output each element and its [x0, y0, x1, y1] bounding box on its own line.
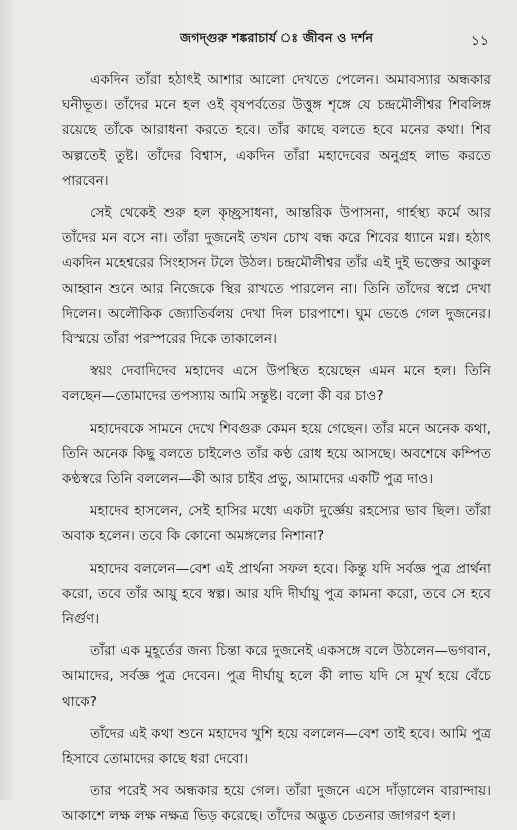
body-text — [62, 68, 491, 830]
page-header — [62, 30, 491, 52]
paragraph: তাঁরা এক মুহূর্তের জন্য চিন্তা করে দুজনেই একসঙ্গে বলে উঠলেন—ভগবান, আমাদের, সর্বজ্ঞ পুত্র দেবেন। পুত্র দীর্ঘায়ু হলে কী লাভ যদি সে মূর্খ হয়ে বেঁচে থাকে? — [62, 643, 491, 710]
running-title: জগদ্গুরু শঙ্করাচার্য ঃ জীবন ও দর্শন — [179, 30, 374, 45]
paragraph: একদিন তাঁরা হঠাৎই আশার আলো দেখতে পেলেন। অমাবস্যার অন্ধকার ঘনীভূত। তাঁদের মনে হল ওই বৃষপর্বতের উত্তুঙ্গ শৃঙ্গে যে চন্দ্রমৌলীশ্বর শিবলিঙ্গ রয়েছে তাঁকে আরাধনা করতে হবে। তাঁর কাছে বলতে হবে মনের কথা। শিব অল্পতেই তুষ্ট। তাঁদের বিশ্বাস, একদিন তাঁরা মহাদেবের অনুগ্রহ লাভ করতে পারবেন। — [62, 72, 491, 189]
paragraph: মহাদেব বললেন—বেশ এই প্রার্থনা সফল হবে। কিন্তু যদি সর্বজ্ঞ পুত্র প্রার্থনা করো, তবে তাঁর আয়ু হবে স্বল্প। আর যদি দীর্ঘায়ু পুত্র কামনা করো, তবে সে হবে নির্গুণ। — [62, 560, 491, 628]
paragraph: তার পরেই সব অন্ধকার হয়ে গেল। তাঁরা দুজনে এসে দাঁড়ালেন বারান্দায়। আকাশে লক্ষ লক্ষ নক্ষত্র ভিড় করেছে। তাঁদের অদ্ভুত চেতনার জাগরণ হল। — [62, 783, 491, 825]
paragraph: স্বয়ং দেবাদিদেব মহাদেব এসে উপস্থিত হয়েছেন এমন মনে হল। তিনি বলছেন—তোমাদের তপস্যায় আমি সন্তুষ্ট। বলো কী বর চাও? — [62, 363, 491, 405]
page-number: ১১ — [470, 33, 489, 49]
paragraph: তাঁদের এই কথা শুনে মহাদেব খুশি হয়ে বললেন—বেশ তাই হবে। আমি পুত্র হিসাবে তোমাদের কাছে ধরা দেবো। — [62, 725, 491, 768]
paragraph: মহাদেব হাসলেন, সেই হাসির মধ্যে একটা দুর্জ্ঞেয় রহস্যের ভাব ছিল। তাঁরা অবাক হলেন। তবে কি কোনো অমঙ্গলের নিশানা? — [62, 503, 491, 545]
paragraph: মহাদেবকে সামনে দেখে শিবগুরু কেমন হয়ে গেছেন। তাঁর মনে অনেক কথা, তিনি অনেক কিছু বলতে চাইলেও তাঁর কণ্ঠ রোধ হয়ে আসছে। অবশেষে কম্পিত কণ্ঠস্বরে তিনি বললেন—কী আর চাইব প্রভু, আমাদের একটি পুত্র দাও। — [62, 420, 491, 488]
paragraph: সেই থেকেই শুরু হল কৃচ্ছ্রসাধনা, আন্তরিক উপাসনা, গার্হস্থ্য কর্মে আর তাঁদের মন বসে না। তাঁরা দুজনেই তখন চোখ বন্ধ করে শিবের ধ্যানে মগ্ন। হঠাৎ একদিন মহেশ্বরের সিংহাসন টলে উঠল। চন্দ্রমৌলীশ্বর তাঁর এই দুই ভক্তের আকুল আহ্বান শুনে আর নিজেকে স্থির রাখতে পারলেন না। তিনি তাঁদের স্বপ্নে দেখা দিলেন। অলৌকিক জ্যোতির্বলয় দেখা দিল চারপাশে। ঘুম ভেঙে গেল দুজনের। বিস্ময়ে তাঁরা পরস্পরের দিকে তাকালেন। — [62, 205, 491, 348]
